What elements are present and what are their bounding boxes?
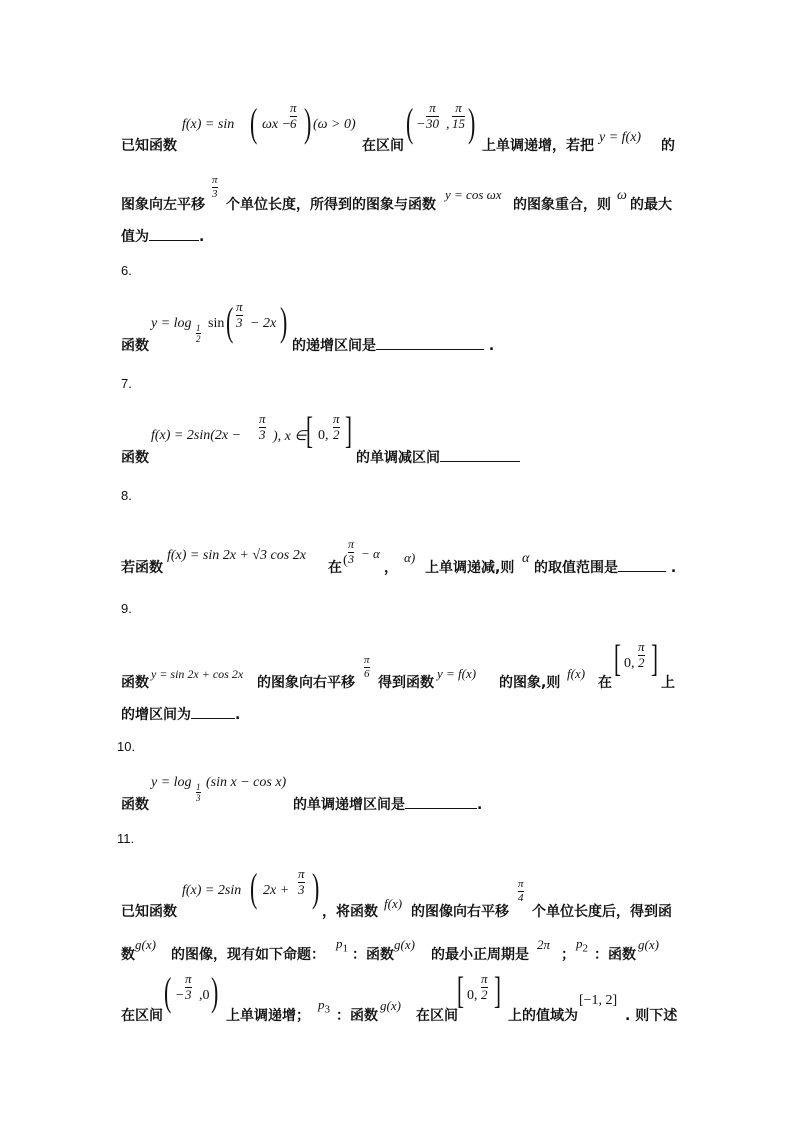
- q5-neg: −: [416, 117, 426, 132]
- q7-frac-pi3: π 3: [259, 411, 266, 442]
- q6-post: 的递增区间是 .: [292, 338, 495, 354]
- answer-blank: [376, 349, 484, 350]
- q9-frac-pi2: π 2: [638, 639, 645, 670]
- answer-blank: [149, 240, 199, 241]
- q11-frac-pi3: π 3: [298, 866, 305, 897]
- answer-blank: [618, 571, 666, 572]
- q10-number: 10.: [117, 739, 136, 754]
- q8-expr: f(x) = sin 2x + √3 cos 2x: [167, 548, 306, 563]
- q5-frac-pi3: π 3: [212, 174, 218, 200]
- q9-number: 9.: [121, 601, 132, 616]
- q11-range: [−1, 2]: [579, 993, 618, 1008]
- q11-p3: $p_3$: [318, 997, 330, 1016]
- q10-log-base: 1 3: [196, 782, 201, 804]
- q11-p2: $p_2$: [576, 936, 588, 955]
- q7-number: 7.: [121, 376, 132, 391]
- q11-frac-negpi3: π 3: [185, 971, 192, 1002]
- q6-frac-pi3: π 3: [236, 299, 243, 330]
- q5-yfx: y = f(x): [599, 130, 642, 145]
- q5-paren-right: ): [304, 100, 312, 145]
- q5-condition: (ω > 0): [313, 117, 356, 132]
- q11-frac-pi4: π 4: [518, 878, 524, 904]
- q9-line2: 的增区间为 .: [121, 707, 241, 723]
- q10-post: 的单调递增区间是 .: [293, 797, 483, 813]
- q5-post: 上单调递增，若把: [482, 138, 594, 154]
- q8-frac-pi3: π 3: [348, 537, 355, 566]
- q6-log-base: 1 2: [196, 323, 201, 345]
- q5-line2-pre: 图象向左平移: [121, 197, 205, 213]
- answer-blank: [440, 461, 520, 462]
- q7-pre: 函数: [121, 450, 149, 466]
- q9-yfx: y = f(x): [437, 666, 477, 681]
- q5-line2-post: 的图象重合，则: [513, 197, 611, 213]
- q5-interval-left: (: [406, 100, 414, 145]
- q9-frac-pi6: π 6: [364, 654, 370, 680]
- q7-post: 的单调减区间: [356, 447, 520, 467]
- q8-post2: 的取值范围是 .: [534, 560, 677, 576]
- q8-number: 8.: [121, 488, 132, 503]
- q5-func: f(x) = sin: [182, 117, 235, 132]
- q5-interval-label: 在区间: [362, 138, 404, 154]
- q7-frac-pi2: π 2: [333, 411, 340, 442]
- q11-p1: $p_1$: [336, 936, 348, 955]
- q5-interval-right: ): [468, 100, 476, 145]
- q11-frac-pi2: π 2: [481, 971, 488, 1002]
- q9-expr: y = sin 2x + cos 2x: [151, 667, 244, 681]
- answer-blank: [405, 808, 477, 809]
- q11-expr: f(x) = 2sin: [182, 883, 242, 898]
- q6-number: 6.: [121, 263, 132, 278]
- q5-arg: ωx −: [262, 117, 292, 132]
- q5-frac-pi30: π 30: [426, 100, 439, 131]
- q5-line2-mid: 个单位长度，所得到的图象与函数: [226, 197, 436, 213]
- q5-frac-pi6: π 6: [290, 100, 297, 131]
- q6-pre: 函数: [121, 338, 149, 354]
- q5-paren-left: (: [250, 100, 258, 145]
- q7-expr: f(x) = 2sin(2x −: [151, 428, 242, 443]
- document-page: 已知函数 f(x) = sin ( ωx − π 6 ) (ω > 0) 在区间 ( − π 30 , π 15 ) 上单调递增，若把 y = f(x) 的 图象向左平移 π 3 个单位长度，所得到的图象与函数 y = cos ωx 的图象重合，则 ω 的最大 值为 . 6. 函数 y = log 1 2 sin ( π 3 − 2x ) 的递增区间是 . 7. 函数 f(x) = 2sin(2x − π 3 ), x ∈ [ 0, π 2 ] 的单调减区间 8. 若函数 f(x) = sin 2x + √3 cos 2x 在 ( π 3 − α ， α) 上单调递减,则 α 的取值范围是 . 9. 函数 y = sin 2x + cos 2x 的图象向右平移 π 6 得到函数 y = f(x) 的图象,则 f(x) 在 [ 0, π 2 ] 上 的增区间为 . 10. 函数 y = log 1 3 (sin x − cos x) 的单调递增区间是 . 11. 已知函数 f(x) = 2sin ( 2x + π 3 ) ，将函数 f(x) 的图像向右平移 π 4 个单位长度后，得到函 数 g(x) 的图像，现有如下命题： $p_1$ ：函数 g(x) 的最小正周期是 2π ； $p_2$ ：函数 g(x) 在区间 ( − π 3 ,0 ) 上单调递增； $p_3$ ：函数 g(x) 在区间 [ 0, π 2 ] 上的值域为 [−1, 2] . 则下述: [117, 100, 678, 1024]
- q5-frac-pi15: π 15: [452, 100, 465, 131]
- q10-ylog: y = log: [151, 775, 192, 790]
- q11-number: 11.: [117, 831, 135, 846]
- q5-line3: 值为 .: [121, 229, 205, 245]
- q5-ycos: y = cos ωx: [445, 187, 502, 202]
- answer-blank: [191, 718, 235, 719]
- q8-pre: 若函数: [121, 560, 163, 576]
- q6-ylog: y = log: [151, 316, 192, 331]
- q5-intro: 已知函数: [121, 138, 177, 154]
